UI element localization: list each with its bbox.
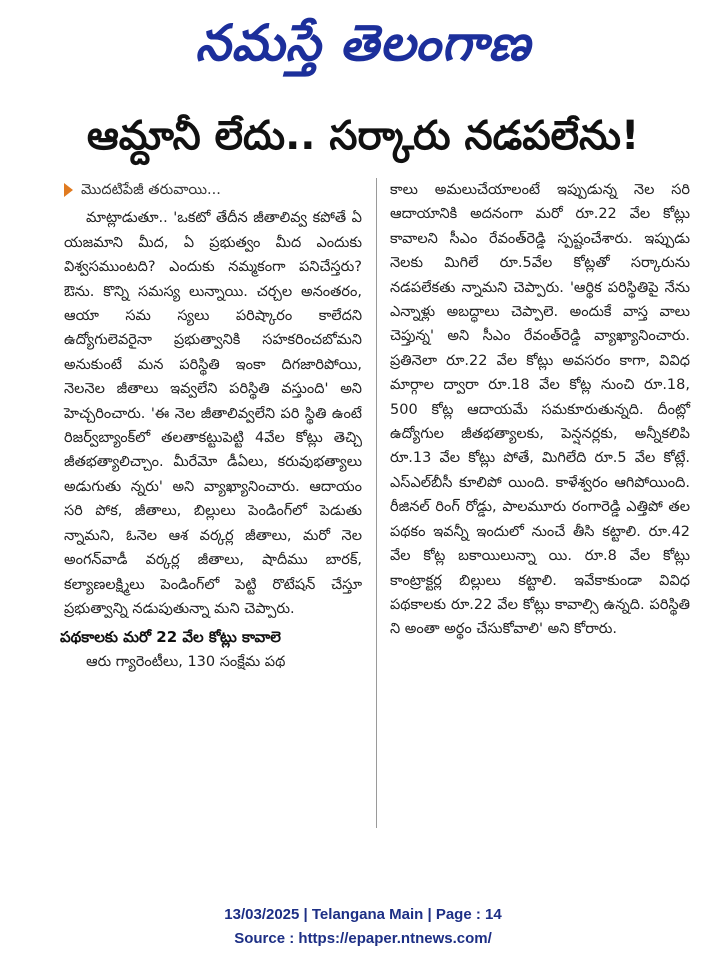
- left-paragraph-2: ఆరు గ్యారెంటీలు, 130 సంక్షేమ పథ: [86, 653, 286, 670]
- footer-date-text: 13/03/2025 | Telangana Main | Page : 14: [224, 906, 502, 923]
- continued-from-label: మొదటిపేజీ తరువాయి...: [81, 182, 221, 198]
- right-paragraph-1: కాలు అమలుచేయాలంటే ఇప్పుడున్న నెల సరి ఆదాయానికి అదనంగా మరో రూ.22 వేల కోట్లు కావాలని సీఎం రేవంత్‌రెడ్డి స్పష్టంచేశారు. ఇప్పుడు నెలకు మిగిలే రూ.5వేల కోట్లతో సర్కారును నడపలేకతు న్నామని చెప్పారు. 'ఆర్థిక పరిస్థితిపై నేను ఎన్నాళ్లు అబద్ధాలు చెప్పాలె. అందుకే వాస్త వాలు చెప్తున్న' అని సీఎం రేవంత్‌రెడ్డి వ్యాఖ్యానించారు. ప్రతినెలా రూ.22 వేల కోట్లు అవసరం కాగా, వివిధ మార్గాల ద్వారా రూ.18 వేల కోట్ల నుంచి రూ.18, 500 కోట్ల ఆదాయమే సమకూరుతున్నది. దీంట్లో ఉద్యోగుల జీతభత్యాలకు, పెన్షనర్లకు, అన్నీకలిపి రూ.13 వేల కోట్లు పోతే, మిగిలేది రూ.5 వేల కోట్లే. ఎస్‌ఎల్‌బీసీ కూలిపో యింది. కాళేశ్వరం ఆగిపోయింది. రీజినల్ రింగ్ రోడ్డు, పాలమూరు రంగారెడ్డి ఎత్తిపో తల పథకం ఇవన్నీ ఇందులో నుంచే తీసి కట్టాలి. రూ.42 వేల కోట్ల బకాయిలున్నా యి. రూ.8 వేల కోట్లు కాంట్రాక్టర్ల బిల్లులు కట్టాలి. ఇవేకాకుండా వివిధ పథకాలకు రూ.22 వేల కోట్లు కావాల్సి ఉన్నది. పరిస్థితి ని అంతా అర్థం చేసుకోవాలి' అని కోరారు.: [390, 182, 690, 638]
- footer-source-text: Source : https://epaper.ntnews.com/: [234, 930, 492, 947]
- continued-marker: [64, 178, 362, 202]
- article-right-column: [390, 178, 690, 642]
- column-divider: [376, 178, 377, 828]
- newspaper-masthead: నమస్తే తెలంగాణ: [195, 13, 531, 72]
- footer-source-line: [0, 930, 726, 947]
- article-subheading: పథకాలకు మరో 22 వేల కోట్లు కావాలె: [60, 628, 281, 647]
- left-paragraph-1: మాట్లాడుతూ.. 'ఒకటో తేదీన జీతాలివ్వ కపోతే ఏ యజమాని మీద, ఏ ప్రభుత్వం మీద ఎందుకు విశ్వసముంటది? ఎందుకు నమ్మకంగా పనిచేస్తరు? ఔను. కొన్ని సమస్య లున్నాయి. చర్చల అనంతరం, ఆయా సమ స్యలు పరిష్కారం కాలేదని ఉద్యోగులెవరైనా ప్రభుత్వానికి సహకరించబోమని అనుకుంటే మన పరిస్థితి ఇంకా దిగజారిపోయి, నెలనెల జీతాలు ఇవ్వలేని పరిస్థితి వస్తుంది' అని హెచ్చరించారు. 'ఈ నెల జీతాలివ్వలేని పరి స్థితి ఉంటే రిజర్వ్‌బ్యాంక్‌లో తలతాకట్టుపెట్టి 4వేల కోట్లు తెచ్చి జీతభత్యాలిచ్చాం. మీరేమో డీఏలు, కరువుభత్యాలు అడుగుతు న్నరు' అని వ్యాఖ్యానించారు. ఆదాయం సరి పోక, జీతాలు, బిల్లులు పెండింగ్‌లో పెడుతు న్నామని, ఓనెల ఆశ వర్కర్ల జీతాలు, మరో నెల అంగన్‌వాడీ వర్కర్ల జీతాలు, షాదీము బారక్, కల్యాణలక్ష్మిలు పెండింగ్‌లో పెట్టి రొటేషన్ చేస్తూ ప్రభుత్వాన్ని నడుపుతున్నా మని చెప్పారు.: [64, 210, 362, 617]
- article-left-column: [60, 178, 362, 674]
- article-headline: ఆమ్దానీ లేదు.. సర్కారు నడపలేను!: [86, 113, 640, 159]
- footer-date-line: [0, 906, 726, 923]
- arrow-right-icon: [64, 183, 73, 197]
